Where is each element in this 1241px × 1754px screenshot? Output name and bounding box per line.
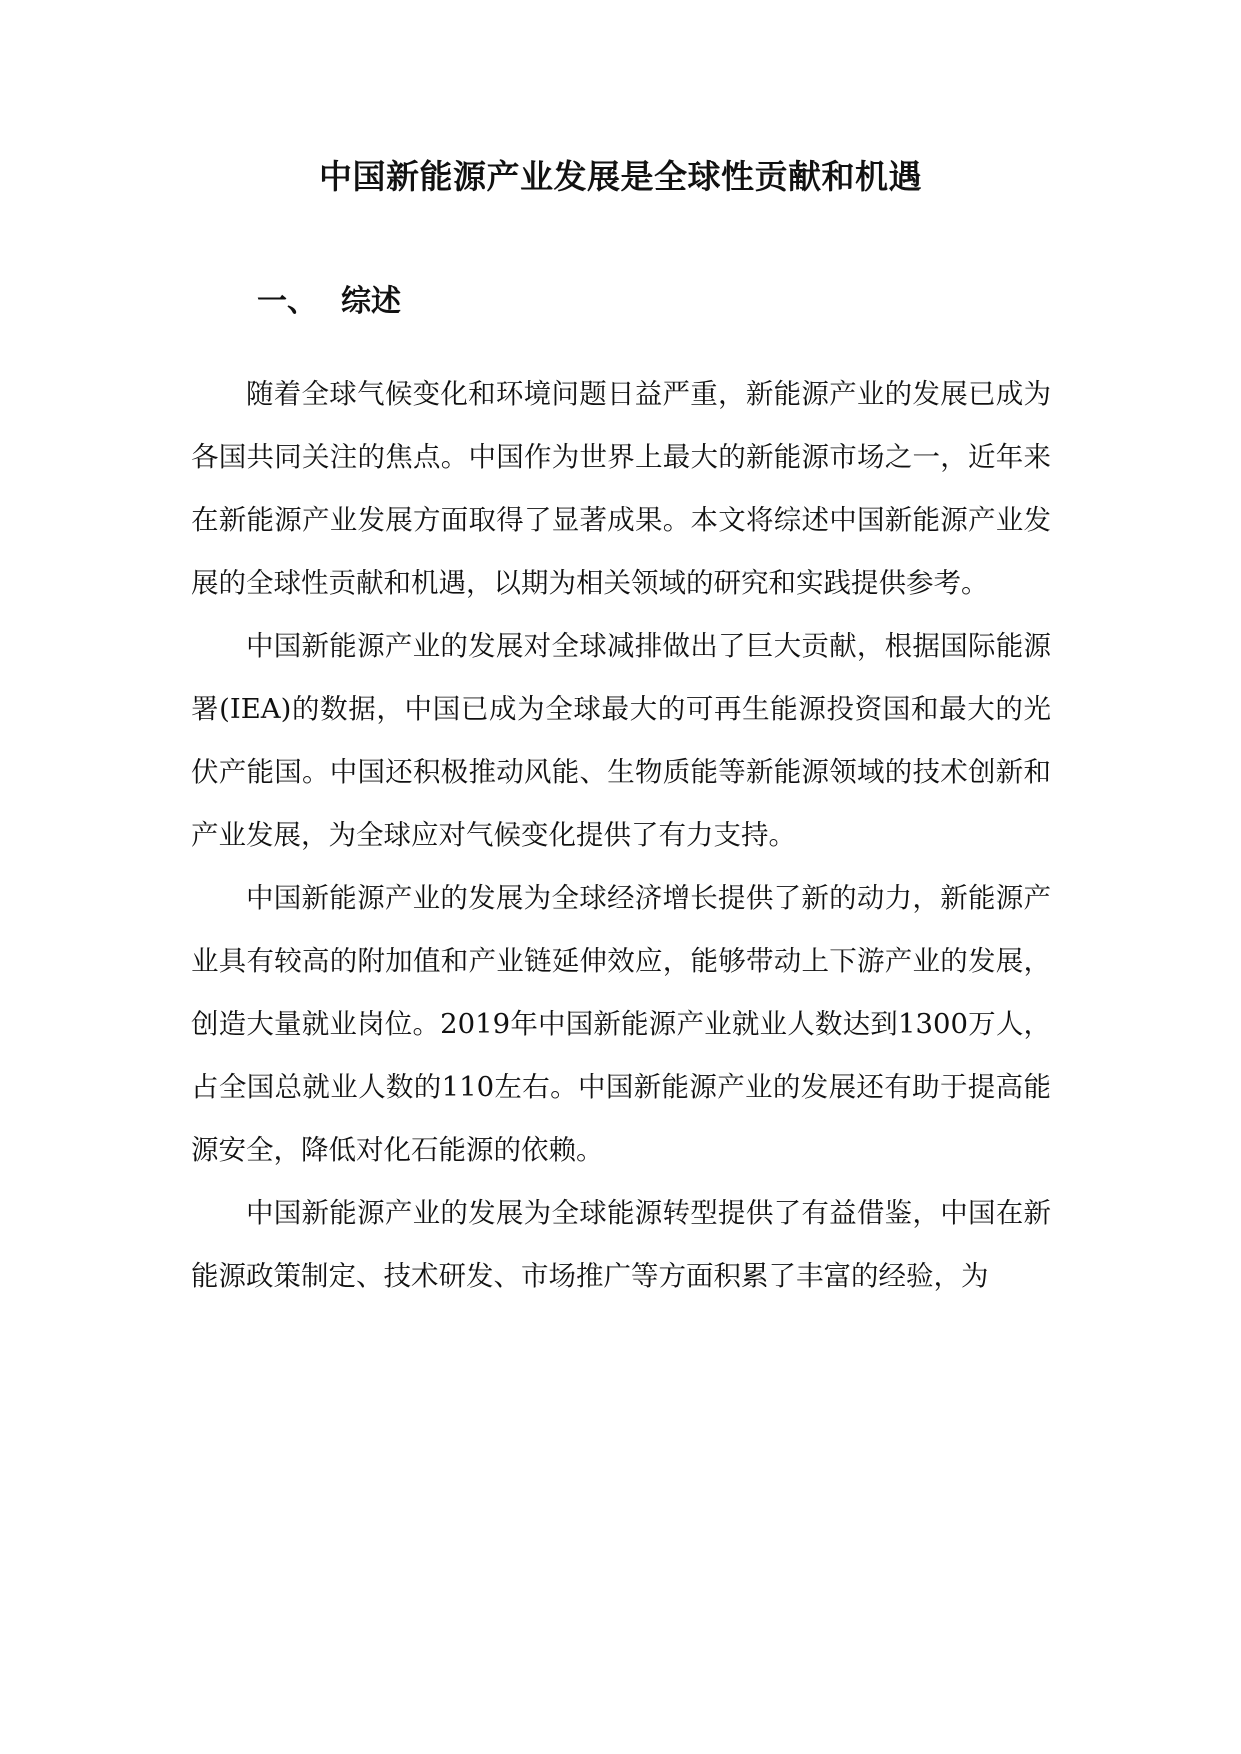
section-number: 一、 xyxy=(257,284,317,319)
section-heading xyxy=(257,280,401,324)
body-text xyxy=(191,363,1051,1308)
document-title: 中国新能源产业发展是全球性贡献和机遇 xyxy=(319,157,922,196)
paragraph-2: 中国新能源产业的发展对全球减排做出了巨大贡献，根据国际能源署(IEA)的数据，中国已成为全球最大的可再生能源投资国和最大的光伏产能国。中国还积极推动风能、生物质能等新能源领域的技术创新和产业发展，为全球应对气候变化提供了有力支持。 xyxy=(191,630,1051,851)
paragraph-1: 随着全球气候变化和环境问题日益严重，新能源产业的发展已成为各国共同关注的焦点。中国作为世界上最大的新能源市场之一，近年来在新能源产业发展方面取得了显著成果。本文将综述中国新能源产业发展的全球性贡献和机遇，以期为相关领域的研究和实践提供参考。 xyxy=(191,378,1051,599)
paragraph-4: 中国新能源产业的发展为全球能源转型提供了有益借鉴，中国在新能源政策制定、技术研发、市场推广等方面积累了丰富的经验，为 xyxy=(191,1197,1051,1292)
paragraph-3: 中国新能源产业的发展为全球经济增长提供了新的动力，新能源产业具有较高的附加值和产业链延伸效应，能够带动上下游产业的发展，创造大量就业岗位。2019年中国新能源产业就业人数达到1300万人，占全国总就业人数的110左右。中国新能源产业的发展还有助于提高能源安全，降低对化石能源的依赖。 xyxy=(191,882,1051,1166)
section-title: 综述 xyxy=(341,284,401,319)
